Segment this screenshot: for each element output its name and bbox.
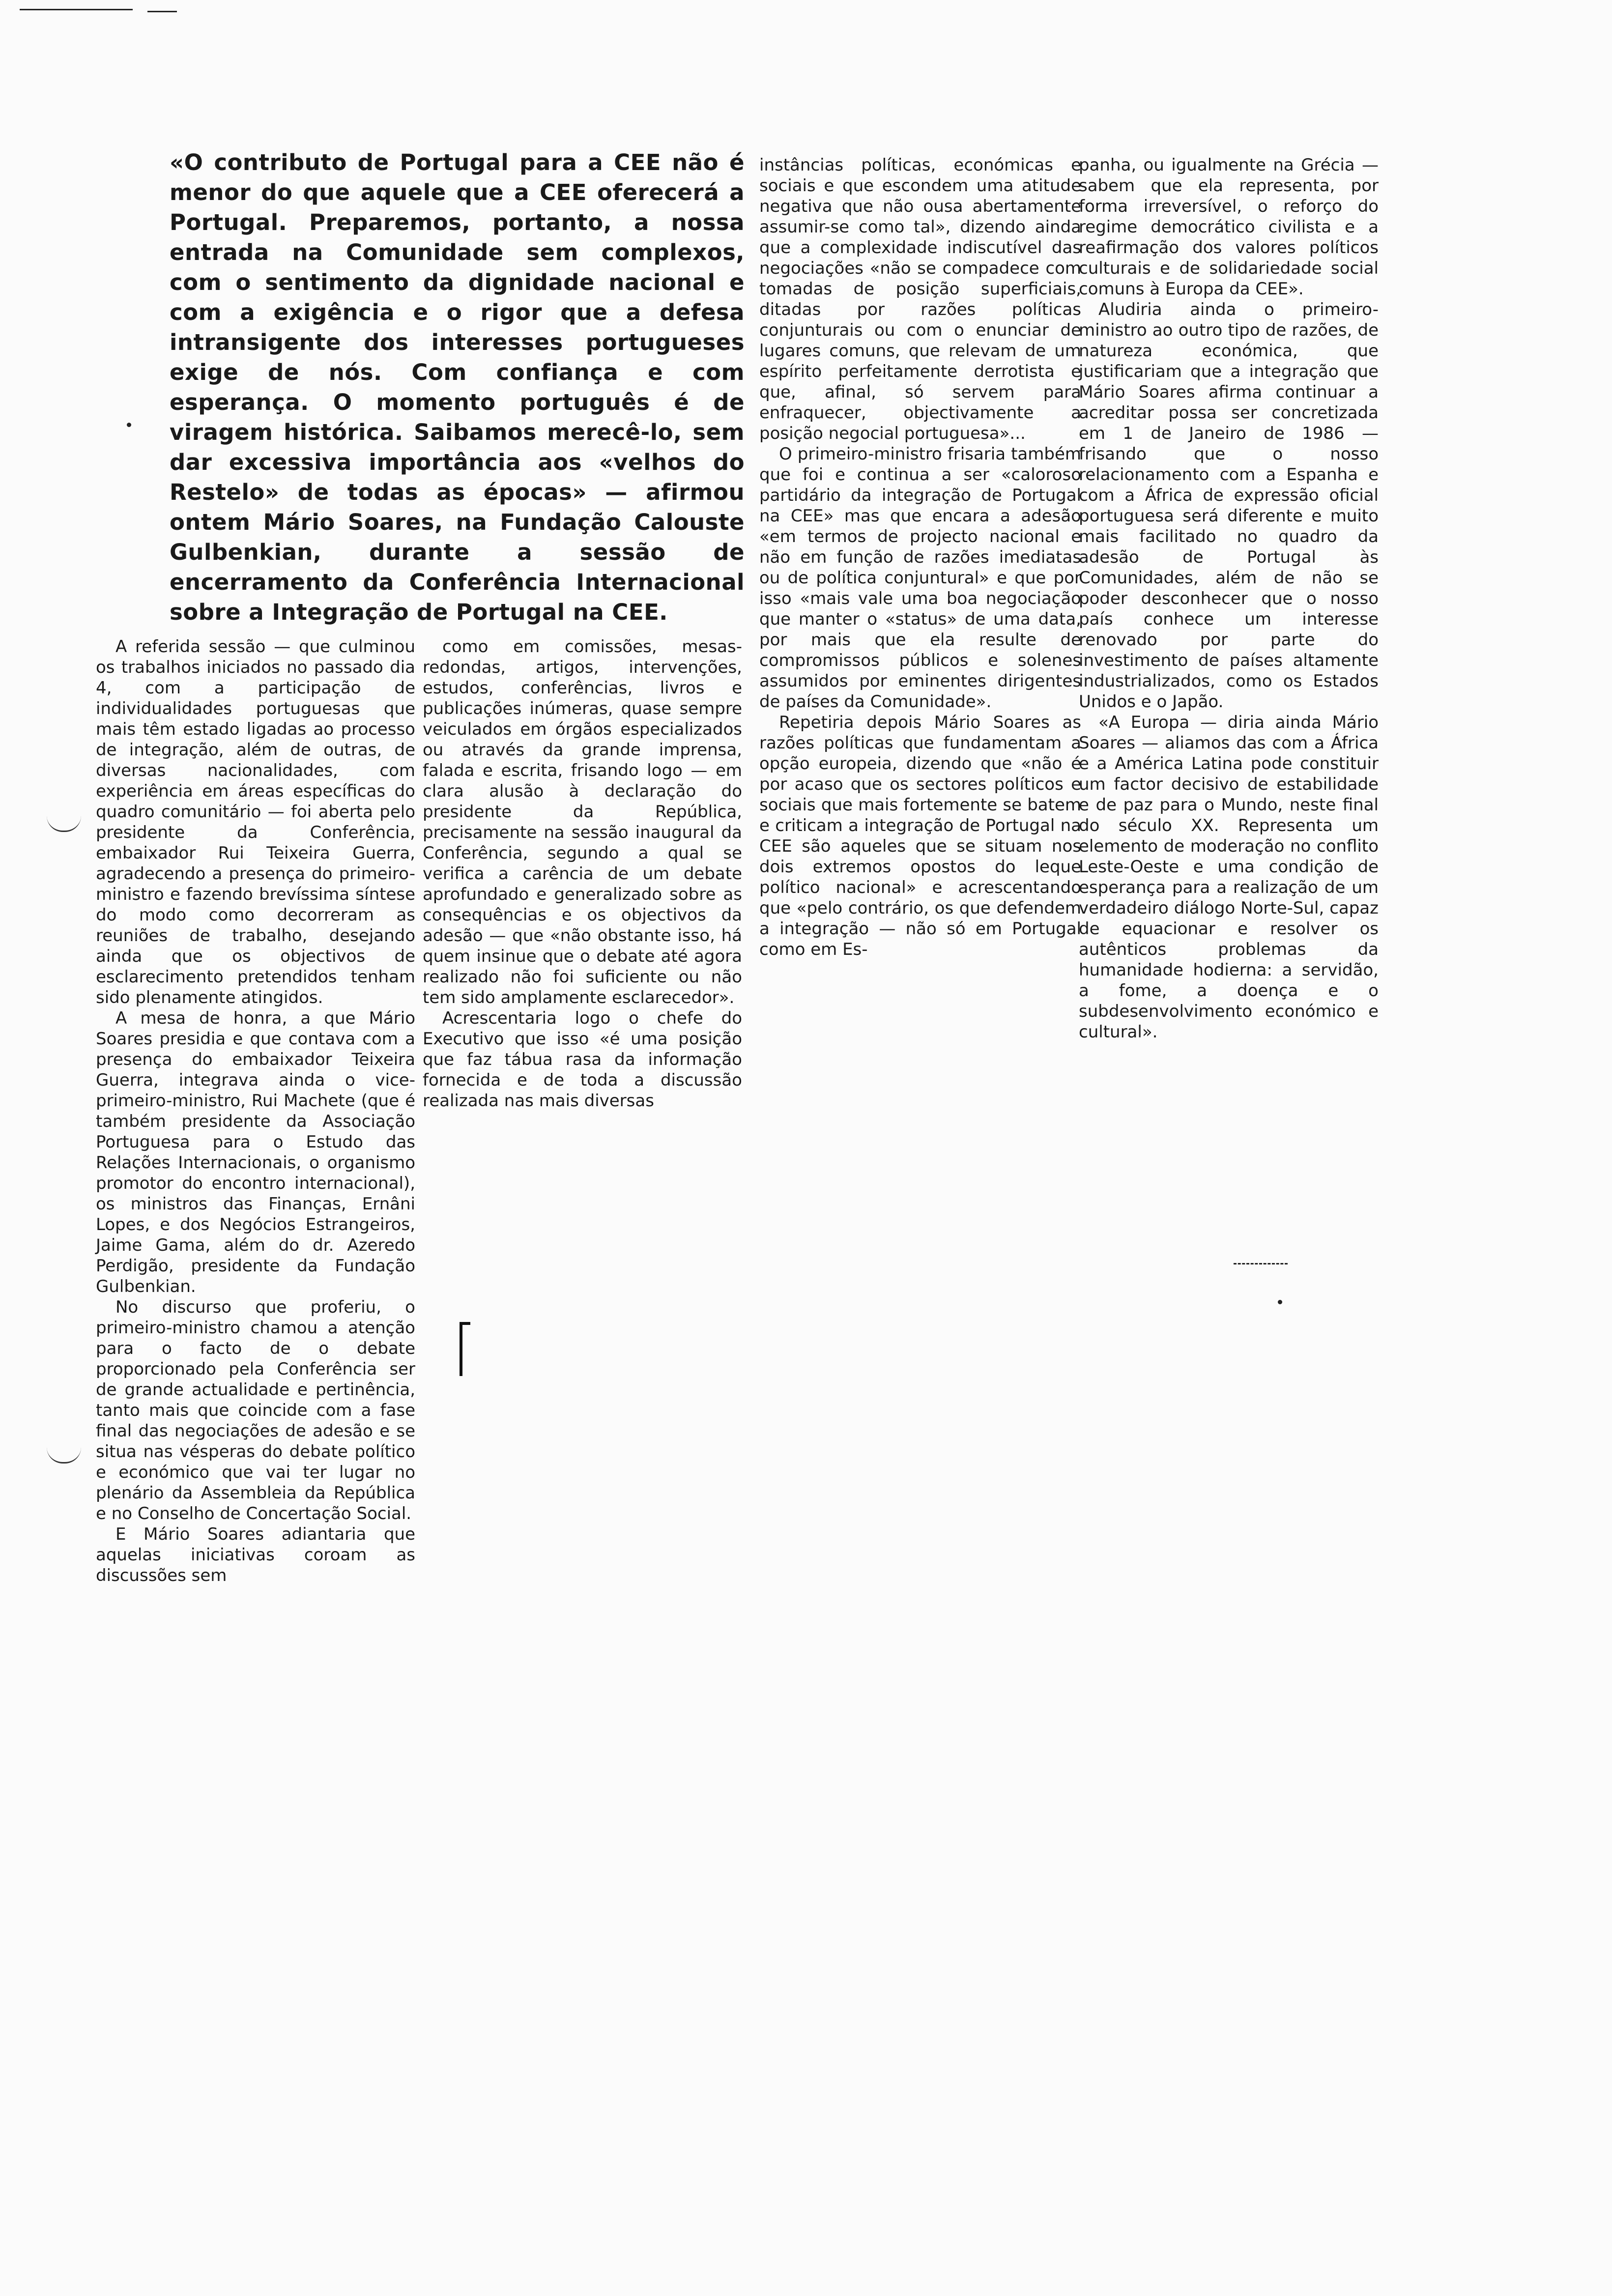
margin-dot [127, 423, 131, 427]
paragraph: Acrescentaria logo o chefe do Executivo que isso «é uma posição que faz tábua rasa da informação fornecida e de toda a discussão realizada nas mais diversas [423, 1008, 742, 1111]
paragraph: instâncias políticas, económicas e sociais e que escondem uma atitude negativa que não ousa abertamente assumir-se como tal», dizendo ainda que a complexidade indiscutível das negociações «não se compadece com tomadas de posição superficiais, ditadas por razões políticas conjunturais ou com o enunciar de lugares comuns, que relevam de um espírito perfeitamente derrotista e que, afinal, só servem para enfraquecer, objectivamente a posição negocial portuguesa»... [759, 155, 1081, 443]
paragraph: panha, ou igualmente na Grécia — sabem que ela representa, por forma irreversível, o reforço do regime democrático civilista e a reafirmação dos valores políticos culturais e de solidariedade social comuns à Europa da CEE». [1079, 155, 1379, 299]
paragraph: «A Europa — diria ainda Mário Soares — aliamos das com a África e a América Latina pode constituir um factor decisivo de estabilidade e de paz para o Mundo, neste final do século XX. Representa um elemento de moderação no conflito Leste-Oeste e uma condição de esperança para a realização de um verdadeiro diálogo Norte-Sul, capaz de equacionar e resolver os autênticos problemas da humanidade hodierna: a servidão, a fome, a doença e o subdesenvolvimento económico e cultural». [1079, 713, 1379, 1042]
paragraph: E Mário Soares adiantaria que aquelas iniciativas coroam as discussões sem [96, 1524, 415, 1585]
article-column-1 [96, 636, 415, 1586]
paragraph: No discurso que proferiu, o primeiro-ministro chamou a atenção para o facto de o debate proporcionado pela Conferência ser de grande actualidade e pertinência, tanto mais que coincide com a fase final das negociações de adesão e se situa nas vésperas do debate político e económico que vai ter lugar no plenário da Assembleia da República e no Conselho de Concertação Social. [96, 1297, 415, 1523]
article-column-3 [759, 155, 1081, 960]
paragraph: O primeiro-ministro frisaria também que foi e continua a ser «caloroso partidário da integração de Portugal na CEE» mas que encara a adesão «em termos de projecto nacional e não em função de razões imediatas ou de política conjuntural» e que por isso «mais vale uma boa negociação que manter o «status» de uma data, por mais que ela resulte de compromissos públicos e solenes assumidos por eminentes dirigentes de países da Comunidade». [759, 444, 1081, 712]
bracket-mark [460, 1322, 462, 1376]
article-column-4 [1079, 155, 1379, 1042]
paragraph: Repetiria depois Mário Soares as razões políticas que fundamentam a opção europeia, dizendo que «não é por acaso que os sectores políticos e sociais que mais fortemente se batem e criticam a integração de Portugal na CEE são aqueles que se situam nos dois extremos opostos do leque político nacional» e acrescentando que «pelo contrário, os que defendem a integração — não só em Portugal como em Es- [759, 713, 1081, 959]
paragraph: como em comissões, mesas-redondas, artigos, intervenções, estudos, conferências, livros e publicações inúmeras, quase sempre veiculados em órgãos especializados ou através da grande imprensa, falada e escrita, frisando logo — em clara alusão à declaração do presidente da República, precisamente na sessão inaugural da Conferência, segundo a qual se verifica a carência de um debate aprofundado e generalizado sobre as consequências e os objectivos da adesão — que «não obstante isso, há quem insinue que o debate até agora realizado não foi suficiente ou não tem sido amplamente esclarecedor». [423, 637, 742, 1007]
scan-artifact-line [20, 9, 133, 10]
paragraph: A mesa de honra, a que Mário Soares presidia e que contava com a presença do embaixador Teixeira Guerra, integrava ainda o vice-primeiro-ministro, Rui Machete (que é também presidente da Associação Portuguesa para o Estudo das Relações Internacionais, o organismo promotor do encontro internacional), os ministros das Finanças, Ernâni Lopes, e dos Negócios Estrangeiros, Jaime Gama, além do dr. Azeredo Perdigão, presidente da Fundação Gulbenkian. [96, 1008, 415, 1296]
paragraph: Aludiria ainda o primeiro-ministro ao outro tipo de razões, de natureza económica, que justificariam que a integração que Mário Soares afirma continuar a acreditar possa ser concretizada em 1 de Janeiro de 1986 — frisando que o nosso relacionamento com a Espanha e com a África de expressão oficial portuguesa será diferente e muito mais facilitado no quadro da adesão de Portugal às Comunidades, além de não se poder desconhecer que o nosso país conhece um interesse renovado por parte do investimento de países altamente industrializados, como os Estados Unidos e o Japão. [1079, 300, 1379, 712]
margin-dot [1278, 1300, 1282, 1304]
margin-curl-mark [47, 816, 81, 832]
paragraph: A referida sessão — que culminou os trabalhos iniciados no passado dia 4, com a participação de individualidades portuguesas que mais têm estado ligadas ao processo de integração, além de outras, de diversas nacionalidades, com experiência em áreas específicas do quadro comunitário — foi aberta pelo presidente da Conferência, embaixador Rui Teixeira Guerra, agradecendo a presença do primeiro-ministro e fazendo brevíssima síntese do modo como decorreram as reuniões de trabalho, desejando ainda que os objectivos de esclarecimento pretendidos tenham sido plenamente atingidos. [96, 637, 415, 1007]
article-column-2 [423, 636, 742, 1111]
scan-artifact-line [1234, 1263, 1288, 1264]
margin-curl-mark [47, 1447, 81, 1464]
scan-artifact-line [147, 11, 177, 12]
article-lead: «O contributo de Portugal para a CEE não é menor do que aquele que a CEE oferecerá a Portugal. Preparemos, portanto, a nossa entrada na Comunidade sem complexos, com o sentimento da dignidade nacional e com a exigência e o rigor que a defesa intransigente dos interesses portugueses exige de nós. Com confiança e com esperança. O momento português é de viragem histórica. Saibamos merecê-lo, sem dar excessiva importância aos «velhos do Restelo» de todas as épocas» — afirmou ontem Mário Soares, na Fundação Calouste Gulbenkian, durante a sessão de encerramento da Conferência Internacional sobre a Integração de Portugal na CEE. [170, 149, 745, 625]
